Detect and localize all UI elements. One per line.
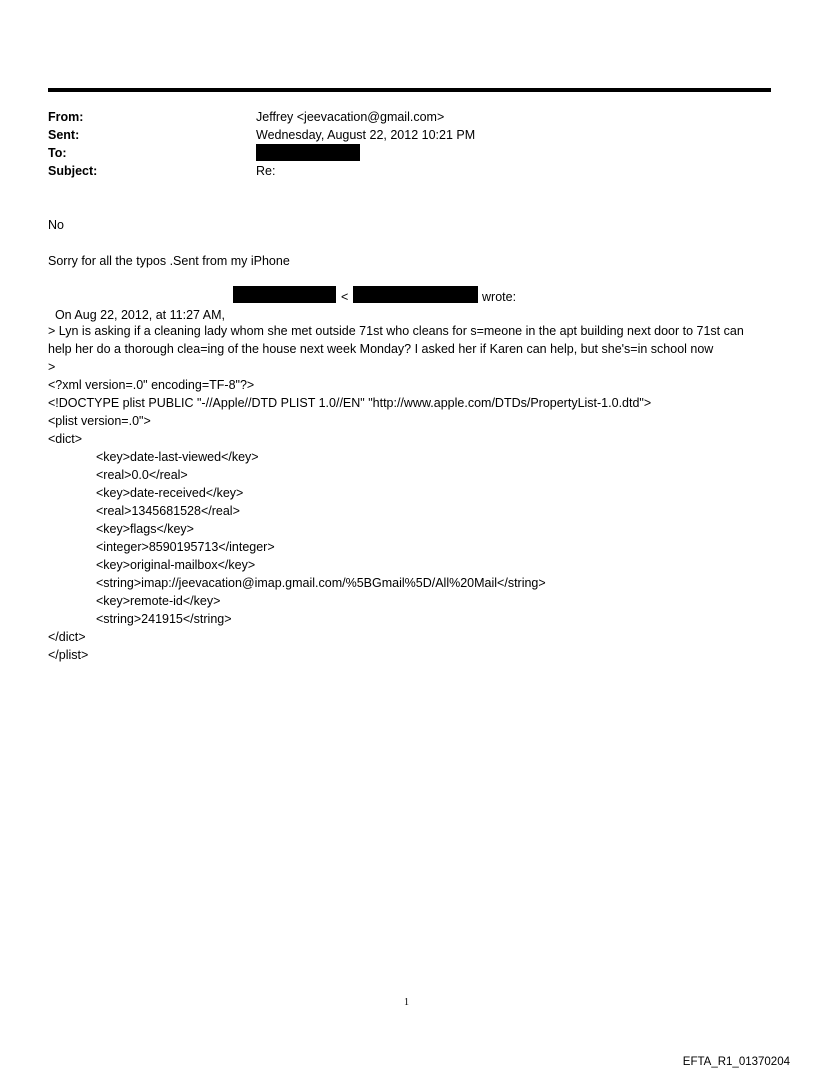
plist-line: <key>flags</key> [96, 522, 194, 536]
plist-line: <key>original-mailbox</key> [96, 558, 256, 572]
quote-intro-lt: < [341, 290, 349, 304]
quoted-message-text: > Lyn is asking if a cleaning lady whom she met outside 71st who cleans for s=meone in the apt building next door to 71st can help her do a thorough clea=ing of the house next week Monday? I asked her if Karen can help, but she's=in school now [48, 324, 744, 356]
from-label: From: [48, 110, 84, 124]
subject-value: Re: [256, 164, 276, 178]
plist-line: <string>241915</string> [96, 612, 232, 626]
subject-label: Subject: [48, 164, 98, 178]
plist-line: <key>remote-id</key> [96, 594, 221, 608]
to-redaction [256, 144, 360, 161]
plist-line: <?xml version=.0" encoding=TF-8"?> [48, 378, 255, 392]
plist-line: </plist> [48, 648, 89, 662]
plist-line: <key>date-last-viewed</key> [96, 450, 259, 464]
plist-line: <dict> [48, 432, 83, 446]
sender-name-redaction [233, 286, 336, 303]
quote-intro-suffix: wrote: [482, 290, 517, 304]
plist-line: <real>1345681528</real> [96, 504, 240, 518]
reply-text: No [48, 218, 64, 232]
plist-line: </dict> [48, 630, 86, 644]
plist-line: <plist version=.0"> [48, 414, 151, 428]
sender-email-redaction [353, 286, 478, 303]
page-number: 1 [404, 997, 409, 1008]
sent-label: Sent: [48, 128, 80, 142]
header-rule [48, 88, 771, 92]
quote-intro-prefix: On Aug 22, 2012, at 11:27 AM, [54, 308, 225, 322]
email-header [48, 108, 748, 182]
bates-stamp: EFTA_R1_01370204 [682, 1056, 790, 1068]
signature-text: Sorry for all the typos .Sent from my iPhone [48, 254, 290, 268]
plist-line: <integer>8590195713</integer> [96, 540, 275, 554]
plist-line: <real>0.0</real> [96, 468, 188, 482]
plist-line: <key>date-received</key> [96, 486, 244, 500]
from-value: Jeffrey <jeevacation@gmail.com> [256, 110, 445, 124]
to-label: To: [48, 146, 67, 160]
quote-marker: > [48, 360, 56, 374]
plist-block [48, 376, 763, 664]
plist-line: <!DOCTYPE plist PUBLIC "-//Apple//DTD PLIST 1.0//EN" "http://www.apple.com/DTDs/PropertyList-1.0.dtd"> [48, 396, 652, 410]
quoted-message [48, 322, 763, 664]
plist-line: <string>imap://jeevacation@imap.gmail.com/%5BGmail%5D/All%20Mail</string> [96, 576, 546, 590]
sent-value: Wednesday, August 22, 2012 10:21 PM [256, 128, 476, 142]
